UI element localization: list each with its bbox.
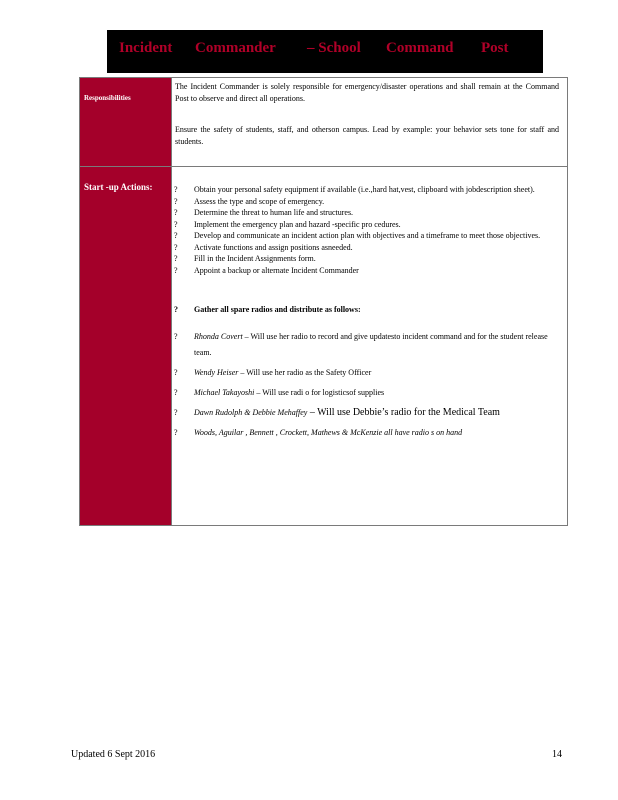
spacer [174, 276, 560, 304]
column-divider [171, 78, 172, 525]
radio-assignment: ? Michael Takayoshi – Will use radi o for logisticsof supplies [174, 387, 385, 397]
page-number: 14 [552, 749, 562, 760]
responsibilities-label: Responsibilities [84, 94, 131, 102]
list-item: ? Activate functions and assign positions asneeded. [174, 242, 353, 252]
title-word: Post [481, 40, 509, 56]
title-word: Command [386, 40, 454, 56]
list-item: ? Obtain your personal safety equipment if available (i.e.,hard hat,vest, clipboard with jobdescription sheet). [174, 185, 535, 194]
spacer [174, 316, 560, 329]
list-item: ? Implement the emergency plan and hazard -specific pro cedures. [174, 219, 401, 229]
title-word: Incident [119, 40, 173, 56]
responsibilities-paragraph-2: Ensure the safety of students, staff, and otherson campus. Lead by example: your behavior sets tone for staff and students. [175, 125, 559, 146]
radio-assignment: ? Wendy Heiser – Will use her radio as the Safety Officer [174, 367, 372, 377]
radio-assignment: ? Dawn Rudolph & Debbie Mehaffey – Will use Debbie’s radio for the Medical Team [174, 406, 500, 418]
radio-assignment: ? Rhonda Covert – Will use her radio to record and give updatesto incident command and for the student release team. [174, 331, 548, 357]
startup-actions-list [174, 184, 560, 445]
responsibilities-paragraph-1: The Incident Commander is solely responsible for emergency/disaster operations and shall remain at the Command Post to observe and direct all operations. [175, 82, 559, 103]
list-item: ? Determine the threat to human life and structures. [174, 208, 354, 217]
title-word: Commander [195, 40, 276, 56]
list-item: ? Develop and communicate an incident action plan with objectives and a timeframe to meet those objectives. [174, 231, 541, 240]
footer-updated: Updated 6 Sept 2016 [71, 749, 156, 760]
list-item: ? Appoint a backup or alternate Incident Commander [174, 265, 359, 275]
title-word: – School [307, 40, 361, 56]
row-divider [80, 166, 567, 167]
position-table [79, 77, 568, 526]
title-bar [107, 30, 543, 73]
list-item: ? Fill in the Incident Assignments form. [174, 254, 316, 263]
startup-actions-label: Start -up Actions: [84, 182, 153, 192]
list-item: ? Assess the type and scope of emergency. [174, 196, 325, 206]
radio-assignment: ? Woods, Aguilar , Bennett , Crockett, Mathews & McKenzie all have radio s on hand [174, 427, 463, 437]
label-column [80, 78, 171, 525]
list-item: ? Gather all spare radios and distribute as follows: [174, 305, 361, 314]
